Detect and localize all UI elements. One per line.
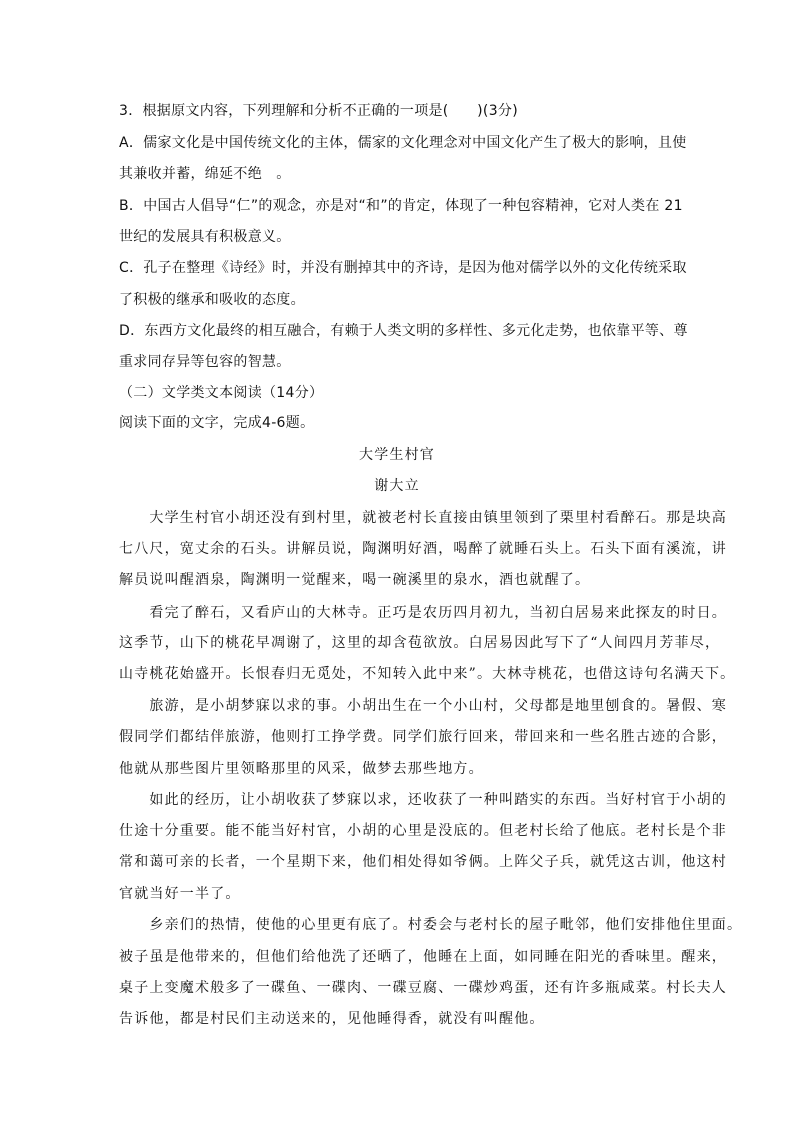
story-line: 他就从那些图片里领略那里的风采，做梦去那些地方。 xyxy=(119,761,484,777)
option-d-line1: D．东西方文化最终的相互融合，有赖于人类文明的多样性、多元化走势，也依靠平等、尊 xyxy=(119,323,688,339)
story-line: 告诉他，都是村民们主动送来的，见他睡得香，就没有叫醒他。 xyxy=(119,1011,545,1027)
story-line: 被子虽是他带来的，但他们给他洗了还晒了，他睡在上面，如同睡在阳光的香味里。醒来， xyxy=(119,949,727,965)
story-line: 解员说叫醒酒泉，陶渊明一觉醒来，喝一碗溪里的泉水，酒也就醒了。 xyxy=(119,572,591,588)
story-line: 假同学们都结伴旅游，他则打工挣学费。同学们旅行回来，带回来和一些名胜古迹的合影， xyxy=(119,729,727,745)
option-b-line2: 世纪的发展具有积极意义。 xyxy=(119,229,291,245)
option-c-line1: C．孔子在整理《诗经》时，并没有删掉其中的齐诗，是因为他对儒学以外的文化传统采取 xyxy=(119,260,687,276)
story-line: 官就当好一半了。 xyxy=(119,886,241,902)
option-b-line1: B．中国古人倡导“仁”的观念，亦是对“和”的肯定，体现了一种包容精神，它对人类在 21 xyxy=(119,198,683,214)
story-line: 乡亲们的热情，使他的心里更有底了。村委会与老村长的屋子毗邻，他们安排他住里面。 xyxy=(119,917,743,933)
option-a-line2: 其兼收并蓄，绵延不绝 。 xyxy=(119,166,291,182)
option-a-line1: A．儒家文化是中国传统文化的主体，儒家的文化理念对中国文化产生了极大的影响，且使 xyxy=(119,135,687,151)
section-heading: （二）文学类文本阅读（14分） xyxy=(119,385,324,401)
option-d-line2: 重求同存异等包容的智慧。 xyxy=(119,354,291,370)
story-line: 山寺桃花始盛开。长恨春归无觅处，不知转入此中来”。大林寺桃花，也借这诗句名满天下。 xyxy=(119,666,736,682)
story-author: 谢大立 xyxy=(374,478,420,494)
story-line: 仕途十分重要。能不能当好村官，小胡的心里是没底的。但老村长给了他底。老村长是个非 xyxy=(119,823,727,839)
story-line: 看完了醉石，又看庐山的大林寺。正巧是农历四月初九，当初白居易来此探友的时日。 xyxy=(119,605,727,621)
story-line: 如此的经历，让小胡收获了梦寐以求，还收获了一种叫踏实的东西。当好村官于小胡的 xyxy=(119,792,727,808)
question3-stem: 3．根据原文内容，下列理解和分析不正确的一项是( )(3分) xyxy=(119,103,518,119)
story-line: 七八尺，宽丈余的石头。讲解员说，陶渊明好酒，喝醉了就睡石头上。石头下面有溪流，讲 xyxy=(119,541,727,557)
story-line: 旅游，是小胡梦寐以求的事。小胡出生在一个小山村，父母都是地里刨食的。暑假、寒 xyxy=(119,698,727,714)
story-line: 桌子上变魔术般多了一碟鱼、一碟肉、一碟豆腐、一碟炒鸡蛋，还有许多瓶咸菜。村长夫人 xyxy=(119,980,727,996)
story-title: 大学生村官 xyxy=(359,447,435,463)
option-c-line2: 了积极的继承和吸收的态度。 xyxy=(119,292,305,308)
story-line: 常和蔼可亲的长者，一个星期下来，他们相处得如爷俩。上阵父子兵，就凭这古训，他这村 xyxy=(119,854,727,870)
story-line: 大学生村官小胡还没有到村里，就被老村长直接由镇里领到了栗里村看醉石。那是块高 xyxy=(119,510,727,526)
story-line: 这季节，山下的桃花早凋谢了，这里的却含苞欲放。白居易因此写下了“人间四月芳菲尽， xyxy=(119,635,721,651)
section-instruction: 阅读下面的文字，完成4-6题。 xyxy=(119,415,315,431)
